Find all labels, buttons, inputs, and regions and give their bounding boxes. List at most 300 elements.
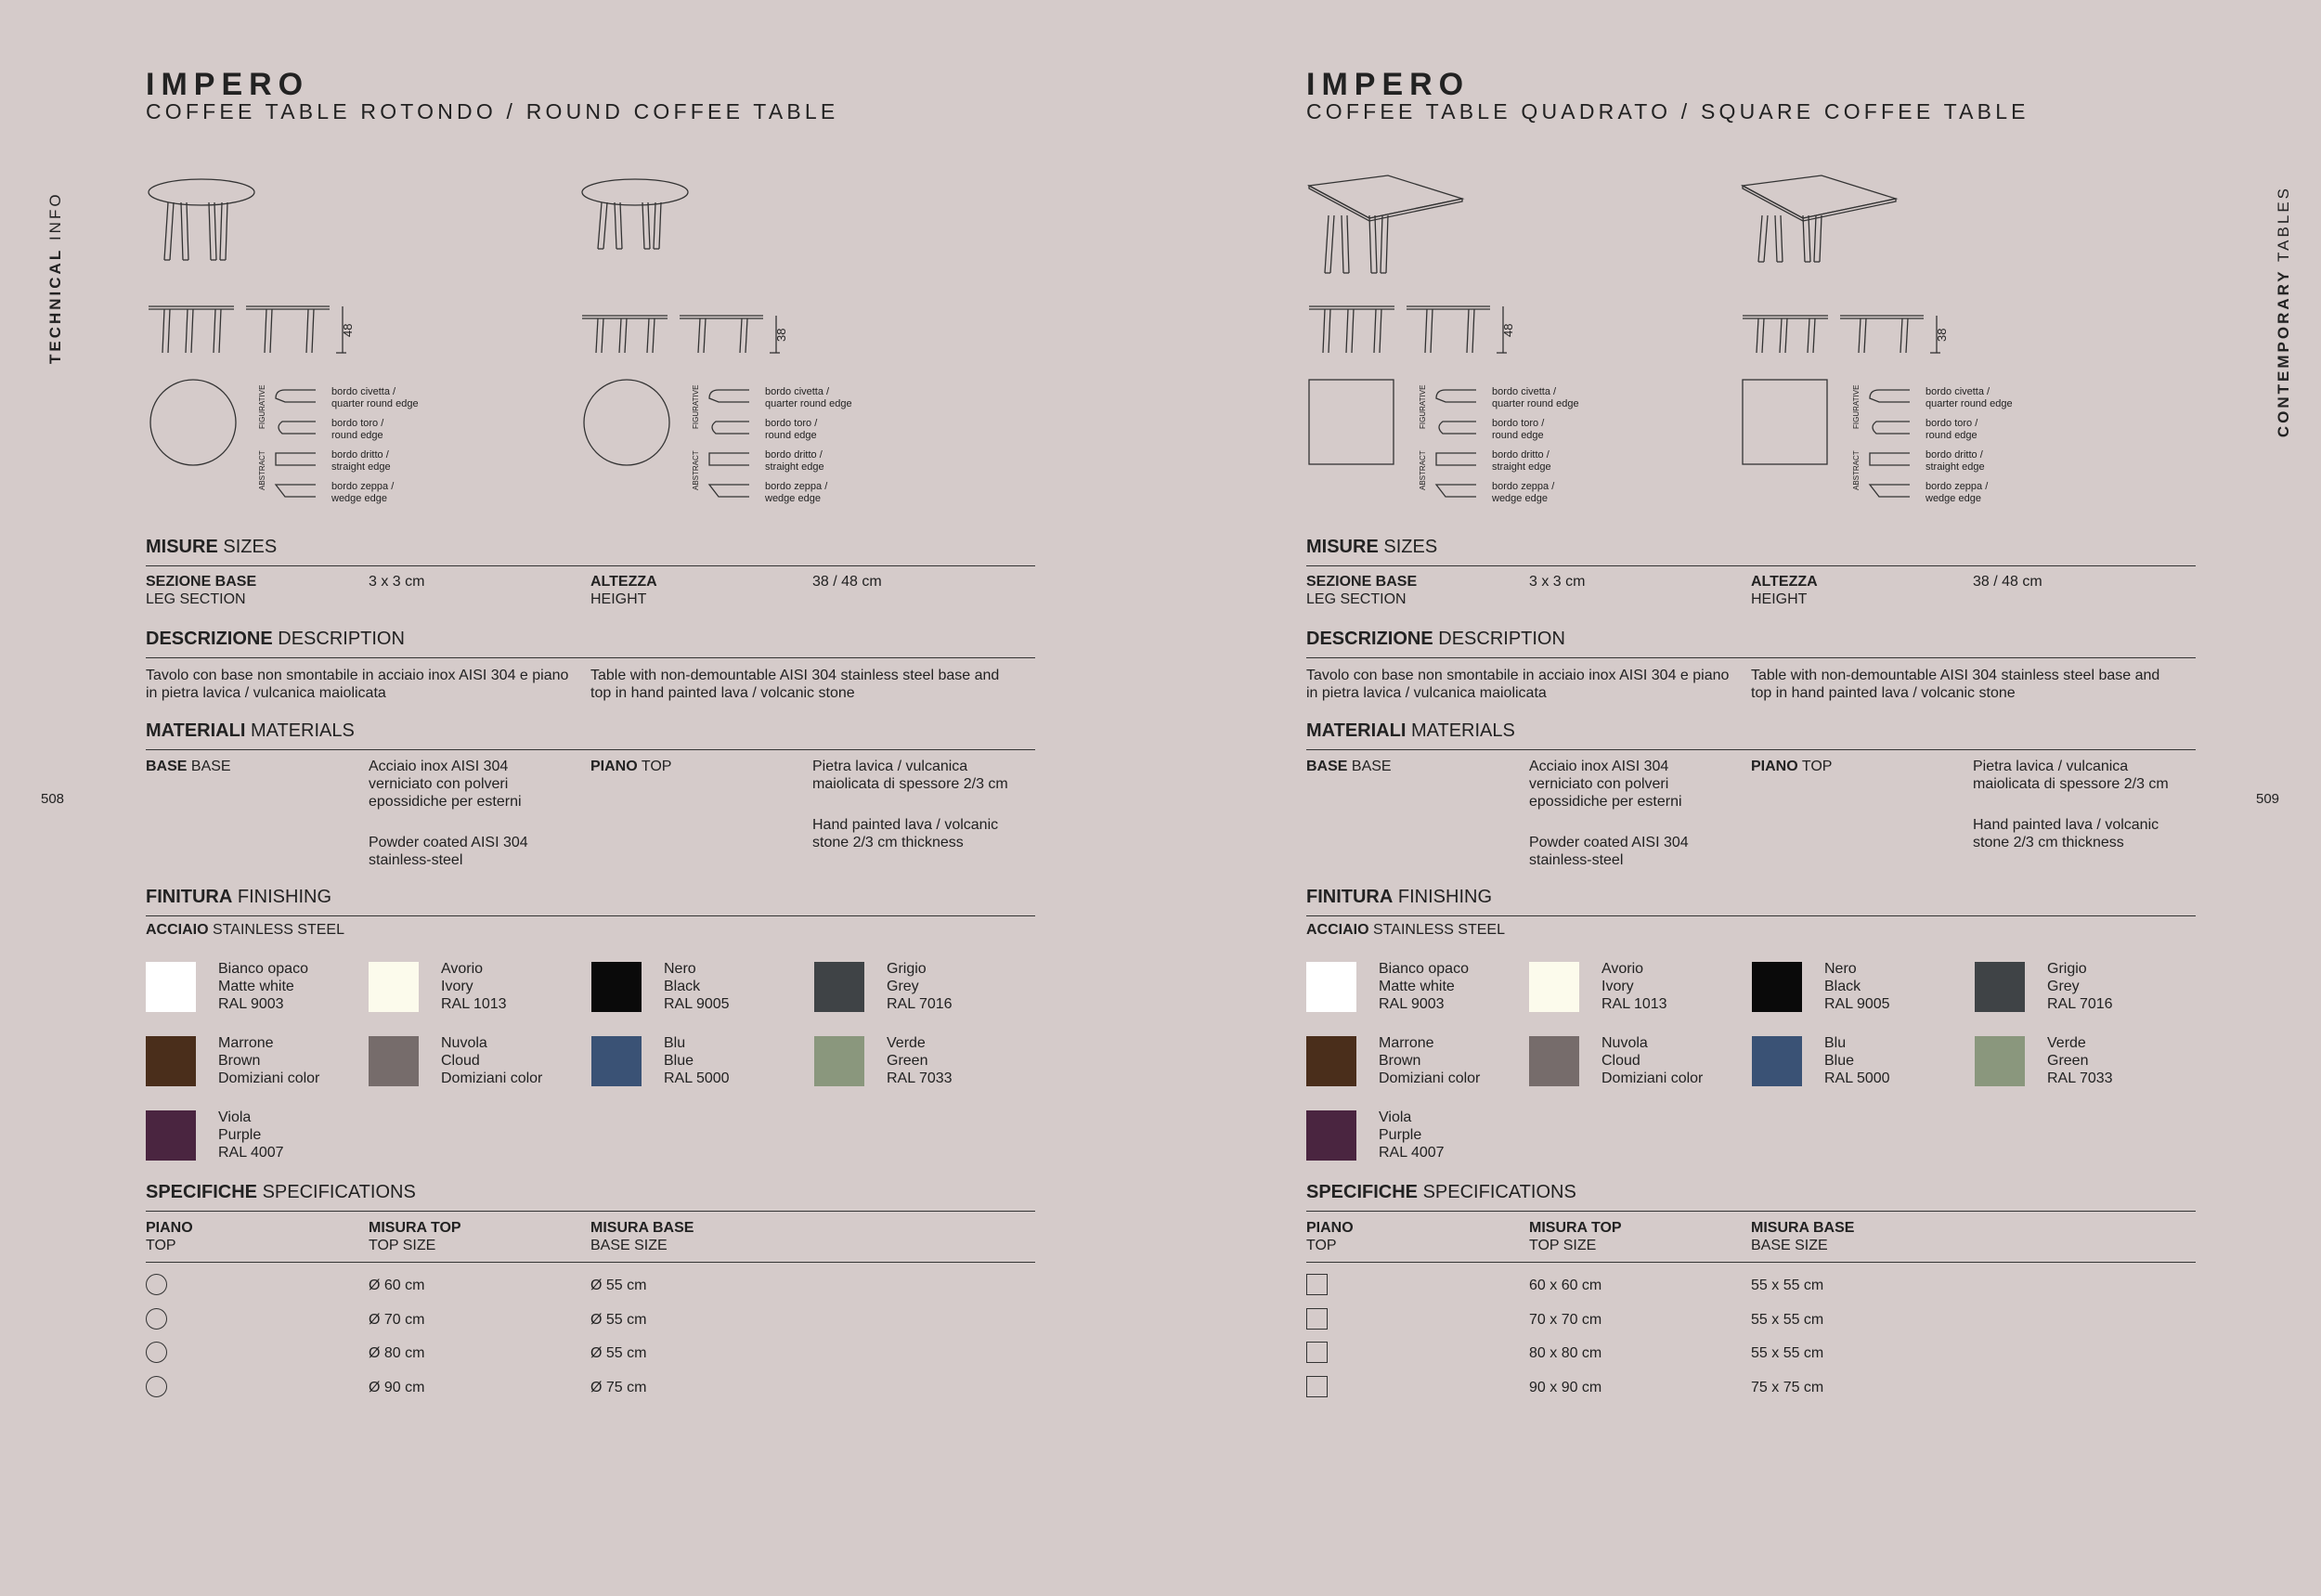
edge-profile-straight (276, 453, 316, 465)
section-sizes (146, 537, 1035, 566)
swatch-label-en: Black (664, 979, 701, 994)
edge-name-en: round edge (1492, 430, 1544, 441)
side-leg (191, 309, 193, 353)
section-title-it: DESCRIZIONE (146, 629, 273, 649)
product-title: IMPERO (1306, 67, 1471, 102)
perspective-view (1309, 175, 1462, 273)
table-leg-line (603, 202, 607, 249)
section-materials (1306, 720, 2196, 750)
top-size-cell: Ø 90 cm (369, 1379, 425, 1395)
section-specifications (1306, 1182, 2196, 1212)
base-value (369, 758, 528, 869)
label-en: LEG SECTION (146, 591, 246, 607)
color-swatch (591, 962, 642, 1012)
column-header-top (1306, 1219, 1354, 1254)
top-view-square (1309, 380, 1394, 464)
section-title-en: DESCRIPTION (1438, 629, 1565, 649)
edge-name-en: quarter round edge (1492, 398, 1579, 409)
swatch-label-it: Nero (1824, 961, 1857, 977)
section-description (146, 629, 1035, 658)
text-line: Acciaio inox AISI 304 (1529, 759, 1669, 774)
color-swatch (591, 1036, 642, 1086)
round-top-icon (146, 1376, 167, 1397)
text-line: Hand painted lava / volcanic (1973, 817, 2159, 833)
color-swatch (1752, 962, 1802, 1012)
base-label (1306, 758, 1392, 775)
section-title-en: FINISHING (237, 887, 332, 907)
edge-name-it: bordo zeppa / (765, 481, 828, 492)
edge-profiles (1419, 385, 1579, 504)
column-header-top-size (1529, 1219, 1622, 1254)
base-size-cell: Ø 75 cm (590, 1379, 647, 1395)
table-leg-line (181, 202, 183, 260)
page-number-right: 509 (2256, 791, 2280, 807)
side-leg (1859, 318, 1861, 353)
color-swatch (1306, 1036, 1356, 1086)
product-subtitle: COFFEE TABLE ROTONDO / ROUND COFFEE TABLE (146, 99, 839, 123)
side-leg (698, 318, 700, 353)
base-size-cell: 55 x 55 cm (1751, 1278, 1824, 1293)
abstract-label: ABSTRACT (692, 450, 700, 490)
section-title-it: SPECIFICHE (1306, 1182, 1419, 1202)
edge-profile-wedge (1436, 485, 1476, 497)
edge-name-en: straight edge (765, 461, 824, 473)
color-swatch (1975, 1036, 2025, 1086)
table-leg-line (220, 202, 222, 260)
perspective-view (582, 179, 688, 249)
section-title-it: FINITURA (146, 887, 233, 907)
swatch-label-it: Nuvola (441, 1035, 487, 1051)
color-swatch-label (2047, 1034, 2113, 1087)
table-leg-line (170, 202, 174, 260)
text-line: in pietra lavica / vulcanica maiolicata (146, 685, 386, 701)
swatch-label-en: Ivory (1601, 979, 1634, 994)
side-leg (653, 318, 655, 353)
edge-name-it: bordo dritto / (331, 449, 389, 461)
label-en: TOP (146, 1238, 176, 1253)
table-top-shape (582, 179, 688, 205)
color-swatch (146, 1110, 196, 1161)
base-label (146, 758, 231, 775)
side-label-bold: TECHNICAL (46, 247, 64, 364)
edge-profiles (1852, 385, 2013, 504)
abstract-label: ABSTRACT (1419, 450, 1427, 490)
text-line: top in hand painted lava / volcanic stone (1751, 685, 2016, 701)
swatch-label-en: Grey (2047, 979, 2080, 994)
technical-drawings (146, 167, 1037, 511)
color-swatch-label (441, 960, 507, 1013)
top-label (590, 758, 671, 775)
label-en: BASE SIZE (590, 1238, 668, 1253)
edge-profile-straight (1870, 453, 1910, 465)
side-leg (1431, 309, 1433, 353)
description-it (1306, 667, 1729, 702)
text-line: stainless-steel (1529, 852, 1624, 868)
table-variant-38 (1743, 175, 2013, 504)
side-leg (1785, 318, 1787, 353)
swatch-label-code: RAL 9005 (1824, 996, 1890, 1012)
label-it: ACCIAIO (146, 922, 209, 938)
label-en: TOP (641, 759, 672, 774)
color-swatch-label (441, 1034, 542, 1087)
section-title-it: MISURE (1306, 537, 1379, 557)
label-en: STAINLESS STEEL (1373, 922, 1505, 938)
color-swatch-label (887, 960, 953, 1013)
text-line: stainless-steel (369, 852, 463, 868)
figurative-label: FIGURATIVE (692, 384, 700, 429)
color-swatch (814, 962, 864, 1012)
table-leg-line (209, 202, 211, 260)
edge-profile-round (1873, 422, 1910, 434)
side-leg (1380, 309, 1381, 353)
section-title-en: FINISHING (1397, 887, 1493, 907)
color-swatch-label (664, 1034, 730, 1087)
text-line: verniciato con polveri (369, 776, 509, 792)
product-subtitle: COFFEE TABLE QUADRATO / SQUARE COFFEE TABLE (1306, 99, 2029, 123)
description-en (1751, 667, 2159, 702)
top-size-cell: 80 x 80 cm (1529, 1345, 1602, 1361)
section-title-en: MATERIALS (1410, 720, 1515, 741)
perspective-view (1743, 175, 1896, 262)
swatch-label-it: Blu (1824, 1035, 1847, 1051)
side-leg (704, 318, 706, 353)
label-it: MISURA BASE (1751, 1220, 1855, 1236)
section-title-it: FINITURA (1306, 887, 1394, 907)
figurative-label: FIGURATIVE (258, 384, 266, 429)
label-it: MISURA BASE (590, 1220, 694, 1236)
table-leg-line (1347, 215, 1349, 273)
label-en: BASE (190, 759, 231, 774)
table-leg-line (648, 202, 650, 249)
side-leg (1467, 309, 1469, 353)
side-leg (1352, 309, 1354, 353)
edge-profile-quarter-round (709, 390, 749, 402)
swatch-label-it: Avorio (441, 961, 484, 977)
edge-name-en: round edge (765, 430, 817, 441)
edge-profile-wedge (1870, 485, 1910, 497)
swatch-label-code: Domiziani color (1379, 1070, 1481, 1086)
table-leg-line (1342, 215, 1343, 273)
table-variant-48 (149, 179, 419, 504)
swatch-label-en: Purple (1379, 1127, 1422, 1143)
stainless-steel-label (1306, 921, 1505, 939)
square-top-icon (1306, 1376, 1328, 1397)
section-title-en: SPECIFICATIONS (262, 1182, 416, 1202)
page-number-left: 508 (41, 791, 65, 807)
edge-name-it: bordo dritto / (765, 449, 823, 461)
color-swatch-label (1601, 1034, 1703, 1087)
edge-profile-quarter-round (276, 390, 316, 402)
side-leg (270, 309, 272, 353)
section-description (1306, 629, 2196, 658)
swatch-label-it: Viola (1379, 1109, 1412, 1125)
color-swatch-label (664, 960, 730, 1013)
edge-name-it: bordo civetta / (1926, 386, 1990, 397)
color-swatch (1752, 1036, 1802, 1086)
base-size-cell: Ø 55 cm (590, 1345, 647, 1361)
edge-profile-quarter-round (1870, 390, 1910, 402)
swatch-label-code: RAL 5000 (664, 1070, 730, 1086)
text-line: Hand painted lava / volcanic (812, 817, 999, 833)
side-leg (186, 309, 188, 353)
section-title-en: SPECIFICATIONS (1422, 1182, 1576, 1202)
color-swatch-label (218, 1109, 284, 1161)
table-leg-line (659, 202, 661, 249)
side-label-technical-info (46, 191, 65, 364)
table-leg-line (164, 202, 168, 260)
side-leg (625, 318, 627, 353)
page-round-table (146, 0, 1037, 1596)
section-title-en: SIZES (1383, 537, 1438, 557)
table-leg-line (214, 202, 216, 260)
section-title-it: DESCRIZIONE (1306, 629, 1433, 649)
color-swatch-label (2047, 960, 2113, 1013)
section-title-en: DESCRIPTION (278, 629, 405, 649)
edge-profiles (692, 385, 852, 504)
side-leg (1757, 318, 1758, 353)
swatch-label-code: RAL 7033 (2047, 1070, 2113, 1086)
edge-profile-wedge (276, 485, 316, 497)
side-leg (740, 318, 742, 353)
color-swatch-label (1379, 1109, 1445, 1161)
edge-name-it: bordo dritto / (1492, 449, 1549, 461)
table-variant-48 (1309, 175, 1579, 504)
table-leg-line (1758, 215, 1762, 262)
table-leg-line (1820, 215, 1822, 262)
color-swatch-label (1824, 960, 1890, 1013)
square-top-icon (1306, 1342, 1328, 1363)
base-size-cell: 75 x 75 cm (1751, 1379, 1824, 1395)
table-leg-line (187, 202, 188, 260)
swatch-label-it: Bianco opaco (1379, 961, 1469, 977)
top-value (1973, 758, 2169, 851)
side-leg (1374, 309, 1376, 353)
label-en: TOP SIZE (369, 1238, 436, 1253)
edge-name-it: bordo toro / (1492, 418, 1545, 429)
edge-name-en: quarter round edge (765, 398, 852, 409)
edge-name-it: bordo zeppa / (331, 481, 395, 492)
label-en: BASE SIZE (1751, 1238, 1828, 1253)
color-swatch (369, 962, 419, 1012)
color-swatch-label (1601, 960, 1667, 1013)
side-views (1309, 306, 1515, 353)
top-size-cell: 60 x 60 cm (1529, 1278, 1602, 1293)
base-size-cell: 55 x 55 cm (1751, 1311, 1824, 1328)
swatch-label-code: RAL 9003 (218, 996, 284, 1012)
side-leg (219, 309, 221, 353)
edge-profile-round (1439, 422, 1476, 434)
base-size-cell: 55 x 55 cm (1751, 1345, 1824, 1361)
square-top-icon (1306, 1308, 1328, 1330)
description-it (146, 667, 568, 702)
side-leg (1900, 318, 1902, 353)
section-title-it: MATERIALI (1306, 720, 1407, 741)
swatch-label-code: Domiziani color (1601, 1070, 1704, 1086)
table-leg-line (1803, 215, 1805, 262)
swatch-label-code: Domiziani color (218, 1070, 320, 1086)
round-top-icon (146, 1342, 167, 1363)
color-swatch-label (1824, 1034, 1890, 1087)
side-leg (1346, 309, 1348, 353)
label-it: PIANO (146, 1220, 193, 1236)
edge-name-en: straight edge (1492, 461, 1551, 473)
swatch-label-code: RAL 9003 (1379, 996, 1445, 1012)
label-it: BASE (146, 759, 188, 774)
round-top-icon (146, 1308, 167, 1330)
side-leg (1780, 318, 1782, 353)
height-value: 38 / 48 cm (1973, 574, 2042, 590)
edge-profile-round (279, 422, 316, 434)
edge-name-it: bordo civetta / (765, 386, 830, 397)
table-leg-line (226, 202, 227, 260)
side-leg (168, 309, 170, 353)
label-en: LEG SECTION (1306, 591, 1407, 607)
color-swatch (1529, 1036, 1579, 1086)
perspective-view (149, 179, 254, 260)
edge-name-en: wedge edge (765, 493, 821, 504)
leg-section-value: 3 x 3 cm (369, 574, 425, 590)
top-size-cell: Ø 60 cm (369, 1278, 425, 1293)
top-size-cell: Ø 80 cm (369, 1345, 425, 1361)
table-leg-line (615, 202, 616, 249)
table-leg-line (642, 202, 644, 249)
section-materials (146, 720, 1035, 750)
swatch-label-code: RAL 1013 (1601, 996, 1667, 1012)
top-view (150, 380, 236, 465)
label-en: TOP (1801, 759, 1833, 774)
section-title-en: MATERIALS (250, 720, 355, 741)
label-it: PIANO (590, 759, 638, 774)
edge-name-en: straight edge (331, 461, 391, 473)
side-leg (746, 318, 747, 353)
edge-profile-wedge (709, 485, 749, 497)
side-leg (1472, 309, 1474, 353)
table-leg-line (1330, 215, 1334, 273)
text-line: stone 2/3 cm thickness (1973, 835, 2124, 850)
swatch-label-en: Black (1824, 979, 1861, 994)
label-it: SEZIONE BASE (146, 574, 257, 590)
table-leg-line (1325, 215, 1329, 273)
table-top-shape (1309, 175, 1462, 218)
side-label-light: TABLES (2275, 186, 2292, 262)
table-leg-line (1781, 215, 1783, 262)
edge-name-it: bordo toro / (1926, 418, 1978, 429)
height-dimension-label: 38 (1935, 328, 1949, 342)
side-leg (214, 309, 215, 353)
top-view (1743, 380, 1827, 464)
color-swatch-label (218, 1034, 319, 1087)
swatch-label-code: RAL 7016 (887, 996, 953, 1012)
side-leg (1329, 309, 1330, 353)
side-leg (1813, 318, 1815, 353)
label-en: TOP (1306, 1238, 1337, 1253)
section-specifications (146, 1182, 1035, 1212)
swatch-label-it: Verde (2047, 1035, 2086, 1051)
edge-name-it: bordo zeppa / (1492, 481, 1555, 492)
color-swatch (1306, 962, 1356, 1012)
section-title-it: MATERIALI (146, 720, 246, 741)
edge-name-en: quarter round edge (331, 398, 419, 409)
side-leg (1906, 318, 1908, 353)
label-it: BASE (1306, 759, 1348, 774)
leg-section-label (1306, 573, 1417, 608)
square-top-icon (1306, 1274, 1328, 1295)
side-leg (1762, 318, 1764, 353)
swatch-label-en: Brown (218, 1053, 261, 1069)
text-line: in pietra lavica / vulcanica maiolicata (1306, 685, 1547, 701)
edge-name-it: bordo toro / (765, 418, 818, 429)
swatch-label-en: Matte white (1379, 979, 1455, 994)
text-line: maiolicata di spessore 2/3 cm (812, 776, 1008, 792)
side-leg (1425, 309, 1427, 353)
label-it: SEZIONE BASE (1306, 574, 1418, 590)
label-it: PIANO (1306, 1220, 1354, 1236)
top-view-square (1743, 380, 1827, 464)
table-leg-line (1381, 215, 1382, 273)
column-header-base-size (1751, 1219, 1854, 1254)
side-leg (619, 318, 621, 353)
edge-name-en: wedge edge (1926, 493, 1981, 504)
side-leg (306, 309, 308, 353)
side-views (149, 306, 355, 353)
height-dimension-label: 48 (341, 323, 355, 337)
side-views (1743, 316, 1949, 353)
swatch-label-it: Grigio (2047, 961, 2087, 977)
swatch-label-code: RAL 1013 (441, 996, 507, 1012)
table-leg-line (1809, 215, 1810, 262)
table-leg-line (1369, 215, 1371, 273)
edge-profiles (258, 385, 419, 504)
edge-name-it: bordo toro / (331, 418, 384, 429)
table-header-rule (1306, 1262, 2196, 1263)
swatch-label-it: Marrone (218, 1035, 274, 1051)
top-view (584, 380, 669, 465)
side-leg (1864, 318, 1866, 353)
swatch-label-it: Marrone (1379, 1035, 1434, 1051)
base-value (1529, 758, 1689, 869)
round-top-icon (146, 1274, 167, 1295)
leg-section-value: 3 x 3 cm (1529, 574, 1586, 590)
swatch-label-it: Avorio (1601, 961, 1644, 977)
description-en (590, 667, 999, 702)
column-header-top-size (369, 1219, 461, 1254)
product-title: IMPERO (146, 67, 310, 102)
label-en: HEIGHT (1751, 591, 1808, 607)
stainless-steel-label (146, 921, 344, 939)
swatch-label-en: Blue (664, 1053, 694, 1069)
side-leg (162, 309, 164, 353)
text-line: Table with non-demountable AISI 304 stainless steel base and (590, 668, 1000, 683)
color-swatch (369, 1036, 419, 1086)
edge-name-en: wedge edge (331, 493, 387, 504)
column-header-base-size (590, 1219, 694, 1254)
swatch-label-code: RAL 4007 (218, 1145, 284, 1161)
base-size-cell: Ø 55 cm (590, 1311, 647, 1328)
text-line: stone 2/3 cm thickness (812, 835, 964, 850)
color-swatch-label (887, 1034, 953, 1087)
label-it: ALTEZZA (1751, 574, 1818, 590)
top-size-cell: Ø 70 cm (369, 1311, 425, 1328)
text-line: epossidiche per esterni (369, 794, 522, 810)
swatch-label-it: Blu (664, 1035, 686, 1051)
label-en: BASE (1351, 759, 1392, 774)
section-finishing (146, 887, 1035, 916)
section-title-it: MISURE (146, 537, 218, 557)
label-it: MISURA TOP (369, 1220, 461, 1236)
side-leg (1808, 318, 1809, 353)
text-line: Pietra lavica / vulcanica (812, 759, 968, 774)
side-leg (1323, 309, 1325, 353)
